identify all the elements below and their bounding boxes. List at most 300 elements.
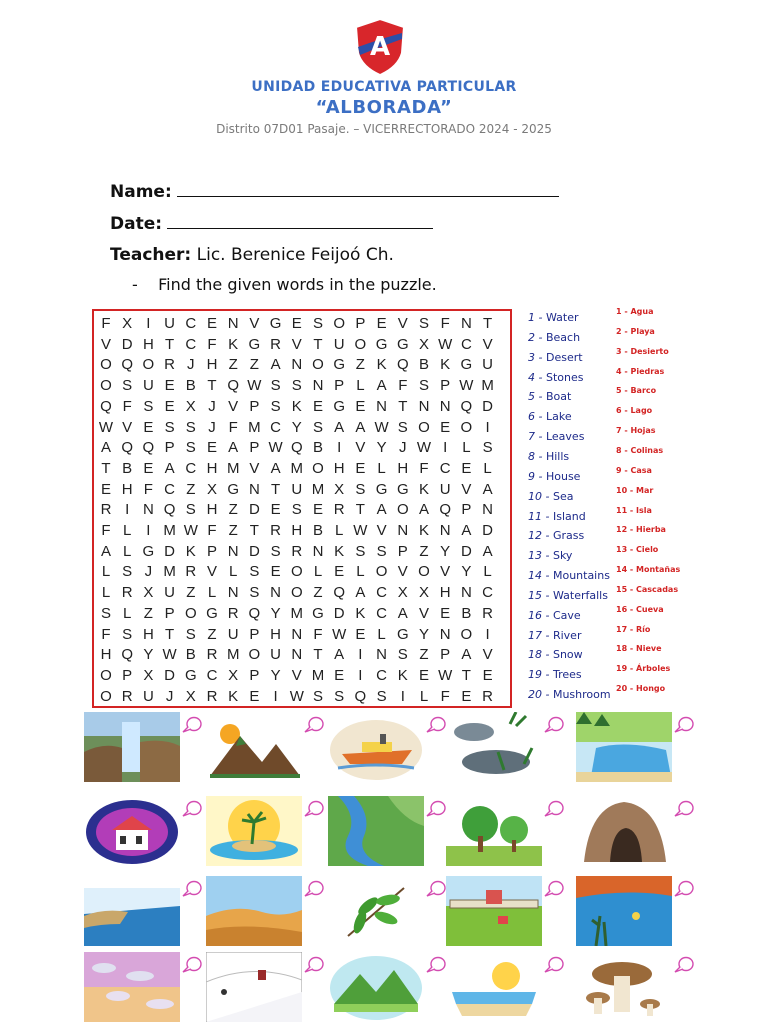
puzzle-letter[interactable]: T [249, 522, 259, 539]
puzzle-letter[interactable]: C [460, 335, 472, 353]
puzzle-letter[interactable]: M [226, 646, 240, 664]
puzzle-letter[interactable]: X [122, 315, 133, 332]
puzzle-letter[interactable]: X [185, 397, 196, 415]
puzzle-letter[interactable]: Q [227, 377, 240, 395]
puzzle-letter[interactable]: T [313, 335, 323, 353]
puzzle-letter[interactable]: T [355, 501, 365, 519]
puzzle-letter[interactable]: G [206, 604, 218, 622]
puzzle-letter[interactable]: E [206, 315, 217, 332]
puzzle-letter[interactable]: T [271, 480, 281, 498]
puzzle-letter[interactable]: R [121, 584, 133, 602]
puzzle-letter[interactable]: R [482, 687, 494, 705]
puzzle-letter[interactable]: K [397, 666, 408, 684]
puzzle-letter[interactable]: B [122, 459, 133, 477]
answer-bubble-icon[interactable] [544, 956, 564, 974]
puzzle-letter[interactable]: N [227, 315, 239, 332]
puzzle-letter[interactable]: V [376, 522, 387, 539]
puzzle-letter[interactable]: X [143, 584, 154, 602]
puzzle-letter[interactable]: B [312, 439, 323, 457]
puzzle-letter[interactable]: E [249, 687, 260, 705]
puzzle-letter[interactable]: O [354, 335, 367, 353]
puzzle-letter[interactable]: Q [121, 439, 134, 457]
puzzle-letter[interactable]: Q [354, 687, 367, 705]
puzzle-letter[interactable]: S [185, 439, 196, 457]
puzzle-letter[interactable]: P [249, 397, 260, 415]
puzzle-letter[interactable]: J [144, 563, 153, 581]
puzzle-letter[interactable]: S [376, 687, 387, 705]
puzzle-letter[interactable]: I [485, 418, 490, 436]
answer-bubble-icon[interactable] [674, 956, 694, 974]
puzzle-letter[interactable]: L [123, 604, 132, 622]
puzzle-letter[interactable]: N [312, 542, 324, 560]
puzzle-letter[interactable]: H [291, 522, 303, 539]
puzzle-letter[interactable]: P [164, 439, 175, 457]
puzzle-letter[interactable]: V [249, 459, 260, 477]
puzzle-letter[interactable]: I [146, 522, 151, 539]
puzzle-letter[interactable]: F [313, 625, 323, 643]
puzzle-letter[interactable]: Q [290, 439, 303, 457]
puzzle-letter[interactable]: E [312, 397, 323, 415]
puzzle-letter[interactable]: I [358, 646, 363, 664]
puzzle-letter[interactable]: L [101, 563, 111, 581]
puzzle-letter[interactable]: U [142, 687, 154, 705]
puzzle-letter[interactable]: S [397, 646, 408, 664]
puzzle-letter[interactable]: S [270, 542, 281, 560]
puzzle-letter[interactable]: G [396, 480, 409, 498]
puzzle-letter[interactable]: S [355, 542, 366, 560]
puzzle-letter[interactable]: A [461, 646, 472, 664]
puzzle-letter[interactable]: E [270, 501, 281, 519]
puzzle-letter[interactable]: Y [418, 625, 429, 643]
puzzle-letter[interactable]: L [123, 522, 132, 539]
puzzle-letter[interactable]: B [418, 356, 429, 374]
puzzle-letter[interactable]: Y [270, 604, 281, 622]
puzzle-letter[interactable]: U [164, 315, 176, 332]
puzzle-letter[interactable]: C [270, 418, 282, 436]
puzzle-letter[interactable]: P [164, 604, 175, 622]
puzzle-letter[interactable]: M [311, 666, 325, 684]
puzzle-letter[interactable]: A [334, 418, 345, 436]
answer-bubble-icon[interactable] [426, 880, 446, 898]
puzzle-letter[interactable]: R [206, 687, 218, 705]
puzzle-letter[interactable]: R [227, 604, 239, 622]
puzzle-letter[interactable]: G [375, 335, 388, 353]
puzzle-letter[interactable]: Z [228, 501, 238, 519]
puzzle-letter[interactable]: M [290, 604, 304, 622]
puzzle-letter[interactable]: A [461, 522, 472, 539]
puzzle-letter[interactable]: N [248, 480, 260, 498]
puzzle-letter[interactable]: Z [313, 584, 323, 602]
puzzle-letter[interactable]: O [418, 563, 430, 581]
puzzle-letter[interactable]: P [397, 542, 408, 560]
puzzle-letter[interactable]: P [355, 315, 366, 332]
puzzle-letter[interactable]: B [185, 646, 196, 664]
puzzle-letter[interactable]: K [185, 542, 196, 560]
puzzle-letter[interactable]: L [419, 687, 429, 705]
puzzle-letter[interactable]: K [355, 604, 366, 622]
puzzle-letter[interactable]: A [418, 501, 429, 519]
puzzle-letter[interactable]: N [291, 625, 303, 643]
puzzle-letter[interactable]: E [440, 604, 451, 622]
puzzle-letter[interactable]: L [483, 563, 492, 581]
puzzle-letter[interactable]: M [163, 522, 176, 539]
puzzle-letter[interactable]: H [333, 459, 345, 477]
puzzle-letter[interactable]: N [227, 542, 239, 560]
puzzle-letter[interactable]: T [461, 666, 471, 684]
puzzle-letter[interactable]: A [482, 480, 493, 498]
puzzle-letter[interactable]: I [273, 687, 278, 705]
puzzle-letter[interactable]: S [397, 418, 408, 436]
puzzle-letter[interactable]: M [163, 563, 176, 581]
puzzle-letter[interactable]: U [333, 335, 345, 353]
puzzle-letter[interactable]: M [248, 418, 261, 436]
puzzle-letter[interactable]: V [397, 315, 408, 332]
puzzle-letter[interactable]: L [377, 459, 386, 477]
puzzle-letter[interactable]: G [269, 315, 282, 332]
puzzle-letter[interactable]: N [439, 397, 451, 415]
puzzle-letter[interactable]: E [143, 418, 154, 436]
puzzle-letter[interactable]: V [482, 646, 493, 664]
puzzle-letter[interactable]: S [376, 542, 387, 560]
puzzle-letter[interactable]: K [418, 480, 429, 498]
puzzle-letter[interactable]: O [290, 584, 303, 602]
puzzle-letter[interactable]: G [248, 335, 261, 353]
puzzle-letter[interactable]: O [460, 625, 473, 643]
puzzle-letter[interactable]: S [482, 439, 493, 457]
puzzle-letter[interactable]: U [482, 356, 494, 374]
puzzle-letter[interactable]: S [185, 625, 196, 643]
puzzle-letter[interactable]: W [183, 522, 198, 539]
puzzle-letter[interactable]: G [333, 397, 346, 415]
puzzle-letter[interactable]: E [164, 377, 175, 395]
puzzle-letter[interactable]: C [376, 604, 388, 622]
puzzle-letter[interactable]: T [165, 335, 175, 353]
puzzle-letter[interactable]: V [291, 666, 302, 684]
puzzle-letter[interactable]: E [461, 459, 472, 477]
puzzle-letter[interactable]: Z [355, 356, 365, 374]
puzzle-letter[interactable]: O [375, 563, 388, 581]
date-blank[interactable] [167, 214, 433, 229]
puzzle-letter[interactable]: I [400, 687, 405, 705]
puzzle-letter[interactable]: X [334, 480, 345, 498]
puzzle-letter[interactable]: A [376, 501, 387, 519]
puzzle-letter[interactable]: C [185, 459, 197, 477]
puzzle-letter[interactable]: H [206, 501, 218, 519]
puzzle-letter[interactable]: G [375, 480, 388, 498]
puzzle-letter[interactable]: K [291, 397, 302, 415]
puzzle-letter[interactable]: Q [100, 397, 112, 415]
puzzle-letter[interactable]: P [334, 377, 345, 395]
puzzle-letter[interactable]: P [461, 501, 472, 519]
puzzle-letter[interactable]: I [146, 315, 151, 332]
puzzle-letter[interactable]: N [460, 315, 472, 332]
puzzle-letter[interactable]: J [399, 439, 407, 457]
puzzle-letter[interactable]: O [460, 418, 473, 436]
puzzle-letter[interactable]: J [187, 356, 195, 374]
puzzle-letter[interactable]: V [249, 315, 260, 332]
puzzle-letter[interactable]: T [398, 397, 408, 415]
puzzle-letter[interactable]: A [270, 356, 281, 374]
puzzle-letter[interactable]: R [100, 501, 112, 519]
puzzle-letter[interactable]: S [312, 687, 323, 705]
puzzle-letter[interactable]: O [248, 646, 261, 664]
puzzle-letter[interactable]: N [142, 501, 154, 519]
puzzle-letter[interactable]: E [334, 563, 345, 581]
puzzle-letter[interactable]: S [334, 687, 345, 705]
puzzle-letter[interactable]: X [185, 687, 196, 705]
puzzle-letter[interactable]: H [142, 335, 154, 353]
puzzle-letter[interactable]: W [98, 418, 114, 436]
puzzle-letter[interactable]: H [270, 625, 282, 643]
puzzle-letter[interactable]: F [207, 522, 217, 539]
puzzle-letter[interactable]: E [482, 666, 493, 684]
name-blank[interactable] [177, 182, 559, 197]
puzzle-letter[interactable]: W [247, 377, 262, 395]
puzzle-letter[interactable]: V [418, 604, 429, 622]
puzzle-letter[interactable]: A [376, 377, 387, 395]
puzzle-letter[interactable]: E [418, 666, 429, 684]
puzzle-letter[interactable]: R [482, 604, 494, 622]
puzzle-letter[interactable]: X [397, 584, 408, 602]
puzzle-letter[interactable]: O [312, 356, 324, 374]
puzzle-letter[interactable]: S [185, 501, 196, 519]
answer-bubble-icon[interactable] [304, 800, 324, 818]
puzzle-letter[interactable]: T [165, 625, 175, 643]
puzzle-letter[interactable]: Y [376, 439, 387, 457]
puzzle-letter[interactable]: S [270, 397, 281, 415]
puzzle-letter[interactable]: V [228, 397, 239, 415]
puzzle-letter[interactable]: N [312, 377, 324, 395]
puzzle-letter[interactable]: A [228, 439, 239, 457]
puzzle-letter[interactable]: I [125, 501, 130, 519]
puzzle-letter[interactable]: S [418, 377, 429, 395]
puzzle-letter[interactable]: E [206, 439, 217, 457]
puzzle-letter[interactable]: I [358, 666, 363, 684]
puzzle-letter[interactable]: F [101, 522, 111, 539]
puzzle-letter[interactable]: V [355, 439, 366, 457]
puzzle-letter[interactable]: X [206, 480, 217, 498]
answer-bubble-icon[interactable] [304, 716, 324, 734]
puzzle-letter[interactable]: Q [121, 356, 134, 374]
puzzle-letter[interactable]: N [376, 397, 388, 415]
puzzle-letter[interactable]: V [206, 563, 217, 581]
puzzle-letter[interactable]: W [438, 335, 453, 353]
puzzle-letter[interactable]: D [460, 542, 472, 560]
puzzle-letter[interactable]: A [482, 542, 493, 560]
puzzle-letter[interactable]: N [439, 522, 451, 539]
puzzle-letter[interactable]: I [443, 439, 448, 457]
puzzle-letter[interactable]: Z [143, 604, 153, 622]
puzzle-letter[interactable]: U [439, 480, 451, 498]
puzzle-letter[interactable]: L [123, 542, 132, 560]
puzzle-letter[interactable]: H [397, 459, 409, 477]
answer-bubble-icon[interactable] [426, 800, 446, 818]
puzzle-letter[interactable]: F [440, 687, 450, 705]
puzzle-letter[interactable]: H [206, 459, 218, 477]
puzzle-letter[interactable]: F [398, 377, 408, 395]
puzzle-letter[interactable]: F [419, 459, 429, 477]
puzzle-letter[interactable]: O [100, 687, 112, 705]
puzzle-letter[interactable]: K [334, 542, 345, 560]
puzzle-letter[interactable]: R [206, 646, 218, 664]
puzzle-letter[interactable]: U [164, 584, 176, 602]
puzzle-letter[interactable]: Q [248, 604, 261, 622]
puzzle-letter[interactable]: G [333, 356, 346, 374]
answer-bubble-icon[interactable] [182, 800, 202, 818]
puzzle-letter[interactable]: E [100, 480, 111, 498]
puzzle-letter[interactable]: Y [143, 646, 154, 664]
puzzle-letter[interactable]: E [440, 418, 451, 436]
puzzle-letter[interactable]: Z [186, 584, 196, 602]
puzzle-letter[interactable]: B [185, 377, 196, 395]
puzzle-letter[interactable]: N [418, 397, 430, 415]
answer-bubble-icon[interactable] [426, 716, 446, 734]
puzzle-letter[interactable]: W [332, 625, 347, 643]
puzzle-letter[interactable]: H [142, 625, 154, 643]
puzzle-letter[interactable]: L [356, 563, 365, 581]
puzzle-letter[interactable]: V [122, 418, 133, 436]
puzzle-letter[interactable]: Q [460, 397, 473, 415]
puzzle-letter[interactable]: Z [186, 480, 196, 498]
puzzle-letter[interactable]: O [333, 315, 346, 332]
puzzle-letter[interactable]: P [249, 666, 260, 684]
puzzle-letter[interactable]: G [184, 666, 197, 684]
puzzle-letter[interactable]: F [440, 315, 450, 332]
puzzle-letter[interactable]: G [312, 604, 324, 622]
puzzle-letter[interactable]: Y [291, 418, 302, 436]
puzzle-letter[interactable]: B [312, 522, 323, 539]
puzzle-letter[interactable]: V [397, 563, 408, 581]
puzzle-letter[interactable]: D [121, 335, 133, 353]
puzzle-letter[interactable]: C [185, 335, 197, 353]
puzzle-letter[interactable]: E [270, 563, 281, 581]
puzzle-letter[interactable]: F [122, 397, 132, 415]
puzzle-letter[interactable]: J [208, 418, 216, 436]
puzzle-letter[interactable]: A [270, 459, 281, 477]
puzzle-letter[interactable]: E [355, 459, 366, 477]
puzzle-letter[interactable]: W [416, 439, 432, 457]
puzzle-letter[interactable]: Z [419, 542, 429, 560]
puzzle-letter[interactable]: H [100, 646, 112, 664]
puzzle-letter[interactable]: E [164, 397, 175, 415]
puzzle-letter[interactable]: U [270, 646, 282, 664]
puzzle-letter[interactable]: Y [270, 666, 281, 684]
puzzle-letter[interactable]: T [207, 377, 217, 395]
puzzle-letter[interactable]: K [228, 335, 239, 353]
puzzle-letter[interactable]: D [333, 604, 345, 622]
puzzle-letter[interactable]: M [226, 459, 240, 477]
puzzle-letter[interactable]: N [482, 501, 494, 519]
puzzle-letter[interactable]: M [311, 480, 325, 498]
puzzle-letter[interactable]: X [228, 666, 239, 684]
puzzle-letter[interactable]: L [335, 522, 344, 539]
puzzle-letter[interactable]: E [334, 666, 345, 684]
puzzle-letter[interactable]: K [440, 356, 451, 374]
puzzle-letter[interactable]: E [312, 501, 323, 519]
puzzle-letter[interactable]: O [100, 666, 112, 684]
puzzle-letter[interactable]: P [440, 646, 451, 664]
puzzle-letter[interactable]: L [483, 459, 492, 477]
puzzle-letter[interactable]: O [418, 418, 430, 436]
puzzle-letter[interactable]: Q [121, 646, 134, 664]
puzzle-letter[interactable]: A [100, 542, 111, 560]
puzzle-letter[interactable]: S [312, 315, 323, 332]
puzzle-letter[interactable]: G [396, 335, 409, 353]
puzzle-letter[interactable]: W [162, 646, 177, 664]
puzzle-letter[interactable]: R [270, 335, 282, 353]
puzzle-letter[interactable]: S [100, 604, 111, 622]
puzzle-letter[interactable]: Q [333, 584, 346, 602]
puzzle-letter[interactable]: O [290, 563, 303, 581]
puzzle-letter[interactable]: D [248, 501, 260, 519]
puzzle-letter[interactable]: P [249, 625, 260, 643]
puzzle-letter[interactable]: S [291, 377, 302, 395]
puzzle-letter[interactable]: F [143, 480, 153, 498]
puzzle-letter[interactable]: U [227, 625, 239, 643]
puzzle-letter[interactable]: E [355, 397, 366, 415]
puzzle-letter[interactable]: J [165, 687, 174, 705]
puzzle-letter[interactable]: A [100, 439, 111, 457]
puzzle-letter[interactable]: A [397, 604, 408, 622]
puzzle-letter[interactable]: O [142, 356, 155, 374]
puzzle-letter[interactable]: K [418, 522, 429, 539]
puzzle-letter[interactable]: F [101, 625, 111, 643]
answer-bubble-icon[interactable] [544, 716, 564, 734]
puzzle-letter[interactable]: R [164, 356, 176, 374]
puzzle-letter[interactable]: L [101, 584, 111, 602]
puzzle-letter[interactable]: Y [461, 563, 472, 581]
puzzle-letter[interactable]: U [291, 480, 303, 498]
puzzle-letter[interactable]: L [313, 563, 323, 581]
puzzle-letter[interactable]: M [290, 459, 304, 477]
puzzle-letter[interactable]: X [418, 335, 429, 353]
puzzle-letter[interactable]: R [333, 501, 345, 519]
puzzle-letter[interactable]: G [142, 542, 155, 560]
puzzle-letter[interactable]: F [228, 418, 238, 436]
puzzle-letter[interactable]: Y [440, 542, 451, 560]
puzzle-letter[interactable]: W [353, 522, 368, 539]
answer-bubble-icon[interactable] [304, 880, 324, 898]
puzzle-letter[interactable]: W [374, 418, 389, 436]
puzzle-letter[interactable]: R [185, 563, 197, 581]
puzzle-letter[interactable]: G [396, 625, 409, 643]
puzzle-letter[interactable]: V [100, 335, 111, 353]
puzzle-letter[interactable]: N [439, 625, 451, 643]
puzzle-letter[interactable]: S [122, 563, 133, 581]
puzzle-letter[interactable]: I [485, 625, 490, 643]
puzzle-letter[interactable]: R [270, 522, 282, 539]
puzzle-letter[interactable]: E [143, 459, 154, 477]
puzzle-letter[interactable]: L [229, 563, 238, 581]
puzzle-letter[interactable]: W [268, 439, 283, 457]
puzzle-letter[interactable]: P [206, 542, 217, 560]
puzzle-letter[interactable]: C [376, 584, 388, 602]
puzzle-letter[interactable]: S [312, 418, 323, 436]
puzzle-letter[interactable]: T [313, 646, 323, 664]
answer-bubble-icon[interactable] [544, 880, 564, 898]
puzzle-letter[interactable]: R [291, 542, 303, 560]
puzzle-letter[interactable]: C [206, 666, 218, 684]
puzzle-letter[interactable]: T [101, 459, 111, 477]
puzzle-letter[interactable]: Q [439, 501, 452, 519]
puzzle-letter[interactable]: S [418, 315, 429, 332]
puzzle-letter[interactable]: N [227, 584, 239, 602]
answer-bubble-icon[interactable] [426, 956, 446, 974]
puzzle-letter[interactable]: Z [207, 625, 217, 643]
puzzle-letter[interactable]: S [270, 377, 281, 395]
puzzle-letter[interactable]: E [461, 687, 472, 705]
puzzle-letter[interactable]: N [460, 584, 472, 602]
